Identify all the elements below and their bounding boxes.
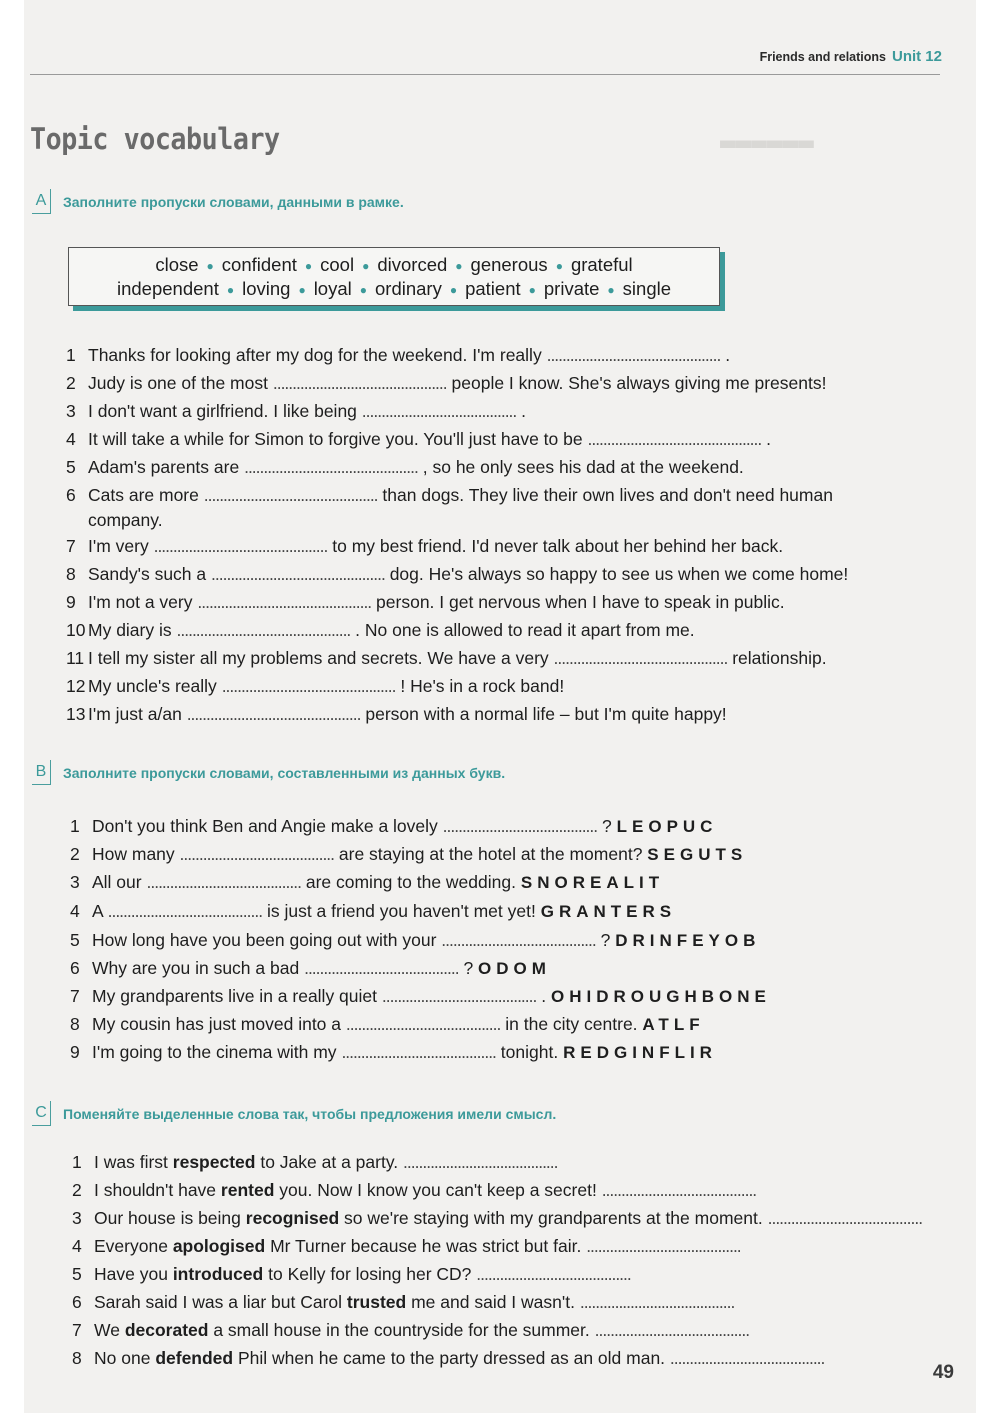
item-text-before: How long have you been going out with your — [92, 930, 437, 950]
exercise-b-item — [70, 958, 551, 979]
highlighted-word: apologised — [172, 1236, 266, 1256]
exercise-a-item — [66, 648, 827, 669]
header-rule — [30, 74, 940, 75]
item-text-after: people I know. She's always giving me presents! — [451, 373, 827, 393]
section-a-instruction: Заполните пропуски словами, данными в рамке. — [63, 193, 404, 210]
exercise-a-item — [66, 373, 826, 394]
item-number: 7 — [72, 1320, 82, 1340]
item-text-after: Phil when he came to the party dressed as an old man. — [237, 1348, 666, 1368]
item-text-after: to my best friend. I'd never talk about her behind her back. — [332, 536, 784, 556]
bullet-icon: ● — [449, 283, 458, 298]
item-text-after: , so he only sees his dad at the weekend. — [422, 457, 744, 477]
bullet-icon: ● — [304, 259, 313, 274]
item-text-before: I'm just a/an — [88, 704, 182, 724]
anagram-clue: SNOREALIT — [520, 873, 665, 892]
word-box-word: close — [155, 254, 199, 275]
item-text-after: are coming to the wedding. — [305, 872, 516, 892]
highlighted-word: introduced — [172, 1264, 264, 1284]
item-text-after: is just a friend you haven't met yet! — [266, 901, 536, 921]
bullet-icon: ● — [298, 283, 306, 298]
word-box-row-1 — [69, 254, 719, 276]
item-number: 5 — [66, 457, 76, 477]
answer-blank[interactable]: ........................................ — [146, 872, 301, 892]
answer-blank[interactable]: ............................................. — [203, 485, 378, 505]
answer-blank[interactable]: ........................................ — [476, 1264, 631, 1284]
exercise-c-item — [72, 1180, 756, 1201]
section-c-label: C — [32, 1101, 51, 1126]
word-box-word: independent — [116, 278, 219, 299]
item-text-before: I don't want a girlfriend. I like being — [88, 401, 357, 421]
item-text-after: are staying at the hotel at the moment? — [338, 844, 643, 864]
page-number: 49 — [932, 1362, 954, 1383]
answer-blank[interactable]: ............................................. — [221, 676, 396, 696]
item-text-before: Thanks for looking after my dog for the weekend. I'm really — [88, 345, 542, 365]
item-text-before: Adam's parents are — [88, 457, 240, 477]
item-number: 5 — [72, 1264, 82, 1284]
answer-blank[interactable]: ............................................. — [244, 457, 418, 477]
item-number: 2 — [70, 844, 80, 864]
exercise-b-item — [70, 844, 747, 865]
highlighted-word: rented — [220, 1180, 275, 1200]
bullet-icon: ● — [455, 259, 463, 274]
item-number: 8 — [66, 564, 76, 584]
section-b-label: B — [32, 760, 51, 785]
item-number: 1 — [72, 1152, 82, 1172]
item-text-before: Sandy's such a — [88, 564, 207, 584]
item-number: 6 — [72, 1292, 82, 1312]
item-text-after: person with a normal life – but I'm quite happy! — [365, 704, 727, 724]
page-title: Topic vocabulary — [30, 122, 280, 156]
exercise-b-item — [70, 872, 664, 893]
item-text-before: Sarah said I was a liar but Carol — [94, 1292, 343, 1312]
answer-blank[interactable]: ........................................ — [669, 1348, 825, 1368]
anagram-clue: SEGUTS — [647, 845, 748, 864]
word-box-word: ordinary — [375, 278, 442, 299]
item-text-after: . No one is allowed to read it apart from me. — [355, 620, 695, 640]
item-text-before: My grandparents live in a really quiet — [92, 986, 378, 1006]
answer-blank[interactable]: ........................................ — [341, 1042, 496, 1062]
item-text-after: you. Now I know you can't keep a secret! — [279, 1180, 597, 1200]
exercise-a-item — [66, 704, 727, 725]
answer-blank[interactable]: ........................................ — [361, 401, 517, 421]
item-text-after: ! He's in a rock band! — [400, 676, 565, 696]
word-box-word: cool — [320, 254, 355, 275]
exercise-c-item — [72, 1292, 734, 1313]
word-box — [68, 247, 720, 306]
highlighted-word: recognised — [245, 1208, 340, 1228]
bullet-icon: ● — [206, 259, 214, 274]
bleed-through: ▬▬▬▬▬▬ — [720, 128, 814, 158]
answer-blank[interactable]: ............................................. — [553, 648, 728, 668]
word-box-word: loving — [242, 278, 291, 299]
item-number: 2 — [72, 1180, 82, 1200]
item-text-after: dog. He's always so happy to see us when we come home! — [389, 564, 849, 584]
answer-blank[interactable]: ............................................. — [197, 592, 372, 612]
item-number: 2 — [66, 373, 76, 393]
item-text-before: Our house is being — [94, 1208, 241, 1228]
item-number: 10 — [66, 620, 86, 640]
exercise-b-item — [70, 901, 676, 922]
exercise-a-item — [66, 592, 785, 613]
answer-blank[interactable]: ........................................ — [107, 901, 263, 921]
item-text-before: My cousin has just moved into a — [92, 1014, 342, 1034]
running-header — [760, 48, 942, 65]
answer-blank[interactable]: ............................................. — [186, 704, 361, 724]
exercise-c-item — [72, 1152, 558, 1173]
item-text-after: . — [725, 345, 731, 365]
item-number: 7 — [70, 986, 80, 1006]
exercise-a-item — [66, 564, 848, 585]
bullet-icon: ● — [528, 283, 536, 298]
exercise-c-item — [72, 1208, 922, 1229]
item-text-before: I'm going to the cinema with my — [92, 1042, 337, 1062]
item-text-after: . — [766, 429, 772, 449]
answer-blank[interactable]: ........................................ — [403, 1152, 558, 1172]
word-box-word: confident — [221, 254, 297, 275]
item-text-after: . — [541, 986, 547, 1006]
item-text-after: relationship. — [732, 648, 827, 668]
item-text-before: I shouldn't have — [94, 1180, 217, 1200]
item-text-after: to Jake at a party. — [260, 1152, 399, 1172]
item-text-before: Everyone — [94, 1236, 168, 1256]
anagram-clue: GRANTERS — [540, 902, 677, 921]
anagram-clue: DRINFEYOB — [615, 931, 761, 950]
item-text-after: so we're staying with my grandparents at the moment. — [344, 1208, 763, 1228]
word-box-word: loyal — [313, 278, 352, 299]
exercise-c-item — [72, 1348, 824, 1369]
item-text-after: person. I get nervous when I have to speak in public. — [376, 592, 785, 612]
exercise-a-item — [66, 536, 783, 557]
item-text-before: We — [94, 1320, 120, 1340]
answer-blank[interactable]: ............................................. — [272, 373, 447, 393]
item-number: 13 — [66, 704, 86, 724]
item-text-before: Why are you in such a bad — [92, 958, 300, 978]
section-a-label: A — [32, 189, 51, 214]
item-text-after: Mr Turner because he was strict but fair. — [270, 1236, 582, 1256]
answer-blank[interactable]: ............................................. — [211, 564, 385, 584]
item-number: 3 — [72, 1208, 82, 1228]
word-box-word: private — [543, 278, 600, 299]
unit-label: Unit 12 — [891, 48, 942, 65]
section-c-instruction: Поменяйте выделенные слова так, чтобы предложения имели смысл. — [63, 1105, 557, 1122]
item-number: 1 — [66, 345, 76, 365]
answer-blank[interactable]: ........................................ — [767, 1208, 923, 1228]
word-box-row-2 — [69, 278, 719, 300]
answer-blank[interactable]: ........................................ — [441, 930, 596, 950]
item-continuation: company. — [88, 510, 163, 530]
item-text-before: Judy is one of the most — [88, 373, 268, 393]
item-number: 9 — [66, 592, 76, 612]
word-box-word: divorced — [377, 254, 448, 275]
item-text-before: My diary is — [88, 620, 172, 640]
item-text-before: Have you — [94, 1264, 168, 1284]
item-text-after: to Kelly for losing her CD? — [268, 1264, 472, 1284]
item-text-before: I was first — [94, 1152, 168, 1172]
answer-blank[interactable]: ........................................ — [442, 816, 598, 836]
item-number: 6 — [66, 485, 76, 505]
item-text-after: tonight. — [500, 1042, 559, 1062]
item-number: 4 — [70, 901, 80, 921]
section-b-instruction: Заполните пропуски словами, составленными из данных букв. — [63, 764, 506, 781]
item-number: 1 — [70, 816, 80, 836]
item-number: 4 — [66, 429, 76, 449]
item-text-before: Cats are more — [88, 485, 199, 505]
item-number: 3 — [70, 872, 80, 892]
item-text-before: My uncle's really — [88, 676, 217, 696]
section-a-heading — [32, 189, 404, 214]
item-text-after: than dogs. They live their own lives and don't need human — [382, 485, 833, 505]
exercise-b-item — [70, 816, 717, 837]
section-c-heading — [32, 1101, 556, 1126]
anagram-clue: REDGINFLIR — [563, 1043, 717, 1062]
item-text-after: . — [521, 401, 527, 421]
exercise-a-item — [66, 457, 744, 478]
item-number: 9 — [70, 1042, 80, 1062]
exercise-a-item — [66, 676, 564, 697]
section-b-heading — [32, 760, 505, 785]
answer-blank[interactable]: ............................................. — [546, 345, 721, 365]
chapter-title: Friends and relations — [759, 50, 886, 64]
answer-blank[interactable]: ........................................ — [304, 958, 459, 978]
word-box-word: grateful — [570, 254, 633, 275]
item-text-after: ? — [463, 958, 474, 978]
item-text-before: A — [92, 901, 103, 921]
item-text-after: in the city centre. — [505, 1014, 638, 1034]
item-text-after: a small house in the countryside for the summer. — [213, 1320, 590, 1340]
exercise-c-item — [72, 1236, 741, 1257]
bullet-icon: ● — [607, 283, 615, 298]
bullet-icon: ● — [226, 283, 235, 298]
highlighted-word: defended — [155, 1348, 234, 1368]
item-text-before: I'm not a very — [88, 592, 193, 612]
answer-blank[interactable]: ........................................ — [381, 986, 537, 1006]
highlighted-word: trusted — [346, 1292, 407, 1312]
anagram-clue: OHIDROUGHBONE — [551, 987, 771, 1006]
item-text-after: me and said I wasn't. — [411, 1292, 575, 1312]
word-box-word: patient — [465, 278, 521, 299]
item-number: 6 — [70, 958, 80, 978]
item-text-after: ? — [602, 816, 612, 836]
item-text-before: I'm very — [88, 536, 149, 556]
exercise-b-item — [70, 930, 760, 951]
item-text-before: How many — [92, 844, 175, 864]
answer-blank[interactable]: ............................................. — [153, 536, 328, 556]
exercise-a-item — [66, 429, 771, 450]
answer-blank[interactable]: ............................................. — [176, 620, 351, 640]
bullet-icon: ● — [555, 259, 563, 274]
exercise-a-item — [66, 345, 730, 366]
highlighted-word: respected — [172, 1152, 256, 1172]
answer-blank[interactable]: ........................................ — [179, 844, 335, 864]
exercise-c-item — [72, 1264, 631, 1285]
item-text-after: ? — [600, 930, 611, 950]
item-number: 3 — [66, 401, 76, 421]
item-number: 12 — [66, 676, 86, 696]
exercise-b-item — [70, 1042, 717, 1063]
word-box-word: generous — [470, 254, 548, 275]
item-number: 8 — [70, 1014, 80, 1034]
exercise-c-item — [72, 1320, 749, 1341]
anagram-clue: LEOPUC — [616, 817, 718, 836]
answer-blank[interactable]: ........................................ — [594, 1320, 750, 1340]
item-text-before: It will take a while for Simon to forgive you. You'll just have to be — [88, 429, 583, 449]
exercise-b-item — [70, 986, 771, 1007]
bullet-icon: ● — [362, 259, 370, 274]
item-number: 7 — [66, 536, 76, 556]
answer-blank[interactable]: ............................................. — [587, 429, 762, 449]
item-number: 4 — [72, 1236, 82, 1256]
exercise-a-item — [66, 620, 695, 641]
anagram-clue: ATLF — [642, 1015, 705, 1034]
item-number: 11 — [66, 648, 85, 668]
anagram-clue: ODOM — [478, 959, 551, 978]
answer-blank[interactable]: ........................................ — [345, 1014, 501, 1034]
item-text-before: I tell my sister all my problems and secrets. We have a very — [88, 648, 549, 668]
word-box-word: single — [622, 278, 672, 299]
answer-blank[interactable]: ........................................ — [601, 1180, 757, 1200]
exercise-a-item — [66, 485, 833, 506]
bullet-icon: ● — [359, 283, 367, 298]
exercise-b-item — [70, 1014, 705, 1035]
exercise-a-item — [66, 401, 526, 422]
item-number: 8 — [72, 1348, 82, 1368]
highlighted-word: decorated — [124, 1320, 209, 1340]
item-number: 5 — [70, 930, 80, 950]
item-text-before: All our — [92, 872, 142, 892]
item-text-before: No one — [94, 1348, 151, 1368]
answer-blank[interactable]: ........................................ — [586, 1236, 741, 1256]
answer-blank[interactable]: ........................................ — [579, 1292, 735, 1312]
item-text-before: Don't you think Ben and Angie make a lovely — [92, 816, 438, 836]
